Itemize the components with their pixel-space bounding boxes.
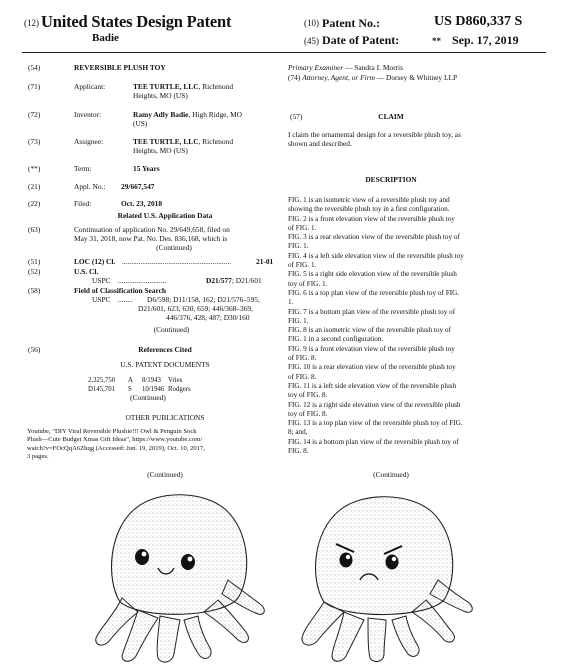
us-cl-uspc: USPC [92, 276, 111, 285]
description-line: FIG. 1. [288, 316, 309, 325]
description-line: FIG. 11 is a left side elevation view of the reversible plush [288, 381, 457, 390]
description-heading: DESCRIPTION [365, 175, 417, 184]
field-search-uspc: USPC [92, 295, 111, 304]
claim-heading: CLAIM [378, 112, 404, 121]
us-doc-date: 10/1946 [142, 385, 165, 393]
us-cl-label: U.S. Cl. [74, 267, 99, 276]
examiner-label: Primary Examiner [288, 63, 344, 72]
assignee-location: , Richmond [198, 137, 234, 146]
plush-octopus-angry-drawing [298, 482, 478, 665]
description-line: of FIG. 8. [288, 354, 317, 363]
figure-octopus-second-config [298, 482, 478, 665]
plush-octopus-drawing [92, 480, 270, 665]
loc-dots: ........................................................... [122, 257, 232, 266]
appl-label: Appl. No.: [74, 182, 106, 191]
description-line: showing the reversible plush toy in a first configuration. [288, 205, 450, 214]
us-cl-code: (52) [28, 267, 41, 276]
description-line: FIG. 7 is a bottom plan view of the reversible plush toy of [288, 307, 456, 316]
right-continued: (Continued) [373, 470, 409, 479]
other-pub-line: watch?v=FOcQqA6Zhqg (Accessed: Jun. 19, 2019), Oct. 10, 2017, [27, 444, 205, 452]
description-text [288, 196, 494, 456]
assignee-name: TEE TURTLE, LLC [133, 137, 199, 146]
us-cl-dots: .......................... [118, 276, 167, 285]
patent-number: US D860,337 S [434, 14, 523, 29]
references-heading: References Cited [138, 345, 192, 354]
field-search-line-1: D6/598; D11/158, 162; D21/576–595, [147, 295, 260, 304]
description-line: of FIG. 8. [288, 372, 317, 381]
patent-no-code: (10) [304, 18, 319, 28]
inventor-location-2: (US) [133, 119, 148, 128]
related-data-heading: Related U.S. Application Data [117, 211, 213, 220]
date-marker: ** [432, 36, 441, 46]
us-doc-number: D145,701 [88, 385, 115, 393]
claim-line-2: shown and described. [288, 139, 352, 148]
other-pubs-text [27, 428, 289, 461]
us-doc-number: 2,325,750 [88, 377, 116, 384]
loc-label: LOC (12) Cl. [74, 257, 116, 266]
description-line: FIG. 1 in a second configuration. [288, 335, 384, 344]
patent-date: Sep. 17, 2019 [452, 33, 519, 47]
examiner-name: — Sandra I. Morris [343, 63, 403, 72]
field-search-line-3: 446/376, 428, 487; D30/160 [166, 313, 250, 322]
attorney-code: (74) [288, 73, 301, 82]
attorney-name: — Dorsey & Whitney LLP [374, 73, 458, 82]
continuation-line-1: Continuation of application No. 29/649,658, filed on [74, 225, 230, 234]
us-docs-heading: U.S. PATENT DOCUMENTS [120, 360, 210, 369]
description-line: of FIG. 1. [288, 223, 317, 232]
loc-code: (51) [28, 257, 41, 266]
date-label: Date of Patent: [322, 33, 400, 47]
filed-label: Filed: [74, 199, 92, 208]
other-pub-line: 3 pages. [27, 452, 49, 460]
filed-date: Oct. 23, 2018 [121, 199, 163, 208]
appl-code: (21) [28, 182, 41, 191]
us-doc-row [88, 376, 191, 385]
us-cl-primary: D21/577 [206, 276, 232, 285]
term-code: (**) [28, 164, 41, 173]
us-docs-continued: (Continued) [130, 393, 166, 402]
kind-code: (12) [24, 18, 39, 28]
description-line: FIG. 13 is a top plan view of the reversible plush toy of FIG. [288, 419, 463, 428]
us-doc-name: Rodgers [168, 385, 191, 393]
field-search-code: (58) [28, 286, 41, 295]
appl-number: 29/667,547 [121, 182, 155, 191]
us-doc-date: 8/1943 [142, 377, 161, 384]
us-doc-kind: S [128, 385, 132, 393]
us-doc-kind: A [128, 377, 133, 384]
description-line: toy of FIG. 1. [288, 279, 328, 288]
patent-type-title: United States Design Patent [41, 12, 232, 31]
us-docs-list [88, 376, 191, 393]
description-line: FIG. 4 is a left side elevation view of the reversible plush toy [288, 251, 464, 260]
description-line: FIG. 14 is a bottom plan view of the reversible plush toy of [288, 437, 459, 446]
description-line: FIG. 1 is an isometric view of a reversible plush toy and [288, 196, 450, 204]
continuation-code: (63) [28, 225, 41, 234]
description-line: toy of FIG. 8. [288, 391, 328, 400]
us-cl-secondary: ; D21/601 [231, 276, 262, 285]
applicant-code: (71) [28, 82, 41, 91]
other-pub-line: Youtube, "DIY Viral Reversible Plushie!!! Owl & Penguin Sock [27, 428, 197, 435]
applicant-location-2: Heights, MO (US) [133, 91, 188, 100]
date-code: (45) [304, 36, 319, 46]
us-doc-row [88, 385, 191, 394]
description-line: 8; and, [288, 428, 308, 437]
attorney-label: Attorney, Agent, or Firm [302, 73, 375, 82]
title-code: (54) [28, 63, 41, 72]
inventor-label: Inventor: [74, 110, 102, 119]
figure-octopus-first-config [92, 480, 270, 665]
patent-no-label: Patent No.: [322, 16, 380, 30]
us-doc-name: Vries [168, 377, 183, 384]
references-code: (56) [28, 345, 41, 354]
inventor-surname: Badie [92, 32, 119, 44]
applicant-label: Applicant: [74, 82, 106, 91]
continuation-line-2: May 31, 2018, now Pat. No. Des. 836,168, which is [74, 234, 228, 243]
assignee-location-2: Heights, MO (US) [133, 146, 188, 155]
field-search-label: Field of Classification Search [74, 286, 167, 295]
assignee-label: Assignee: [74, 137, 104, 146]
term-label: Term: [74, 164, 92, 173]
assignee-code: (73) [28, 137, 41, 146]
description-line: FIG. 5 is a right side elevation view of the reversible plush [288, 270, 457, 279]
term-value: 15 Years [133, 164, 160, 173]
description-line: FIG. 9 is a front elevation view of the reversible plush toy [288, 344, 455, 353]
inventor-code: (72) [28, 110, 41, 119]
left-continued: (Continued) [147, 470, 183, 479]
other-pubs-heading: OTHER PUBLICATIONS [125, 413, 205, 422]
claim-code: (57) [290, 112, 303, 121]
description-line: FIG. 8 is an isometric view of the reversible plush toy of [288, 326, 451, 335]
description-line: 1. [288, 298, 294, 307]
description-line: FIG. 10 is a rear elevation view of the reversible plush toy [288, 363, 456, 372]
description-line: FIG. 1. [288, 242, 309, 251]
inventor-location: , High Ridge, MO [188, 110, 243, 119]
other-pub-line: Plush—Cute Budget Xmas Gift Ideas", https://www.youtube.com/ [27, 436, 203, 444]
design-title: REVERSIBLE PLUSH TOY [74, 63, 166, 72]
continuation-continued: (Continued) [156, 243, 192, 252]
inventor-name: Ramy Adly Badie [133, 110, 189, 119]
applicant-location: , Richmond [198, 82, 234, 91]
description-line: FIG. 12 is a right side elevation view of the reversible plush [288, 400, 461, 409]
loc-value: 21-01 [256, 257, 274, 266]
description-line: FIG. 3 is a rear elevation view of the reversible plush toy of [288, 233, 460, 242]
applicant-name: TEE TURTLE, LLC [133, 82, 199, 91]
description-line: of FIG. 1. [288, 261, 317, 270]
description-line: FIG. 6 is a top plan view of the reversible plush toy of FIG. [288, 288, 460, 297]
description-line: toy of FIG. 8. [288, 409, 328, 418]
field-search-dots: ........ [118, 295, 133, 304]
filed-code: (22) [28, 199, 41, 208]
field-search-continued: (Continued) [153, 325, 190, 334]
description-line: FIG. 2 is a front elevation view of the reversible plush toy [288, 214, 455, 223]
field-search-line-2: D21/601, 623, 630, 659; 446/368–369, [138, 304, 253, 313]
description-line: FIG. 8. [288, 447, 309, 456]
claim-line-1: I claim the ornamental design for a reversible plush toy, as [288, 130, 461, 139]
